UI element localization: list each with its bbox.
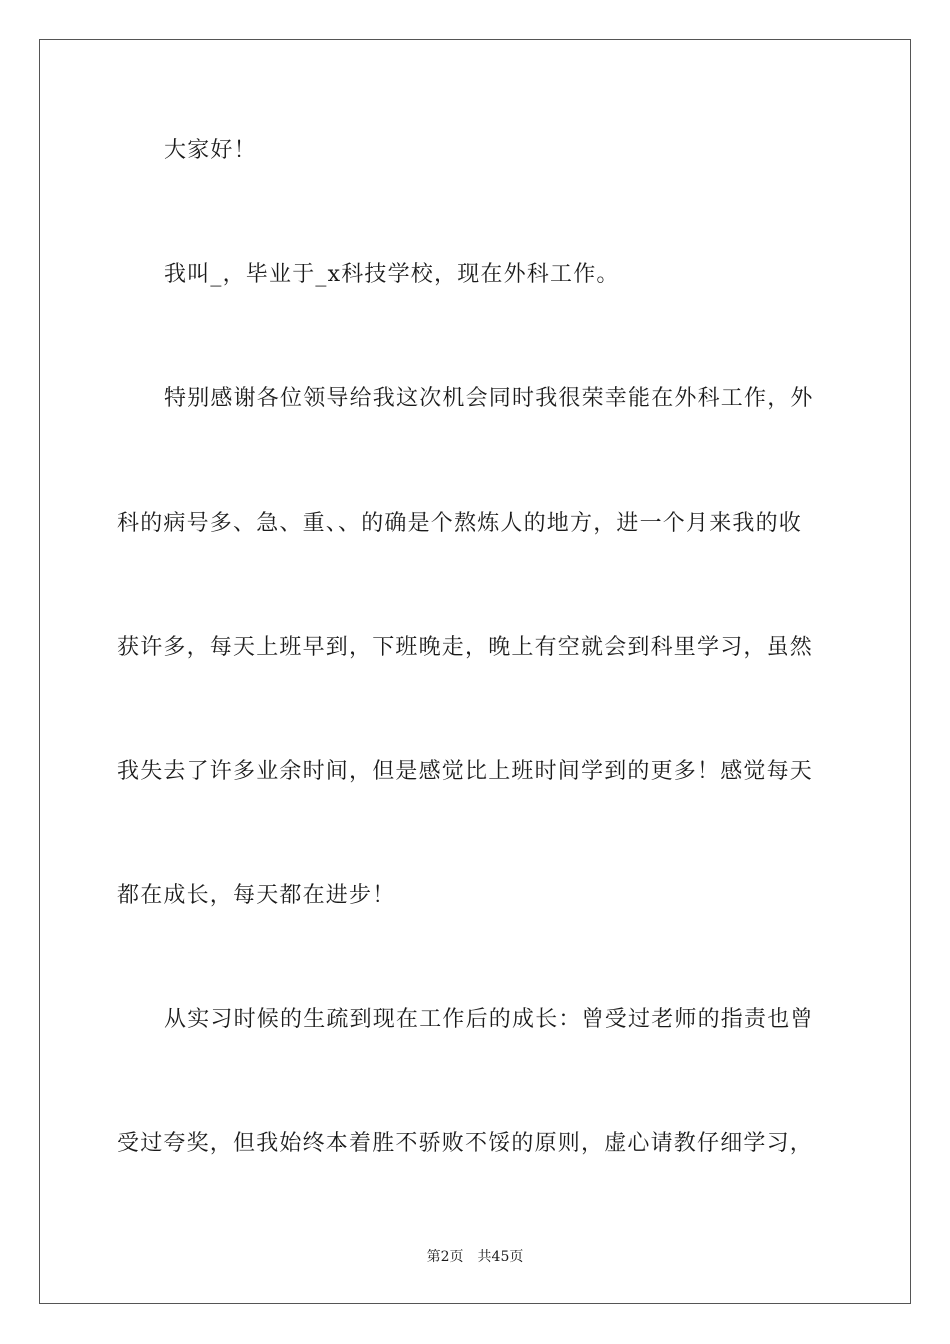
page-footer [0, 1248, 950, 1266]
paragraph-line: 获许多，每天上班早到，下班晚走，晚上有空就会到科里学习，虽然 [117, 635, 814, 660]
paragraph-line: 特别感谢各位领导给我这次机会同时我很荣幸能在外科工作，外 [164, 386, 814, 411]
page-border [39, 39, 911, 1304]
paragraph-line: 我叫_，毕业于_x科技学校，现在外科工作。 [164, 262, 620, 287]
page-number: 第2页 [426, 1249, 464, 1265]
page-total: 共45页 [477, 1249, 524, 1265]
paragraph-line: 我失去了许多业余时间，但是感觉比上班时间学到的更多！感觉每天 [117, 759, 814, 784]
paragraph-line: 大家好！ [164, 138, 257, 163]
paragraph-line: 从实习时候的生疏到现在工作后的成长：曾受过老师的指责也曾 [164, 1007, 814, 1032]
paragraph-line: 受过夸奖，但我始终本着胜不骄败不馁的原则，虚心请教仔细学习， [117, 1131, 814, 1156]
paragraph-line: 都在成长，每天都在进步！ [117, 883, 396, 908]
paragraph-line: 科的病号多、急、重、、的确是个熬炼人的地方，进一个月来我的收 [117, 511, 803, 536]
